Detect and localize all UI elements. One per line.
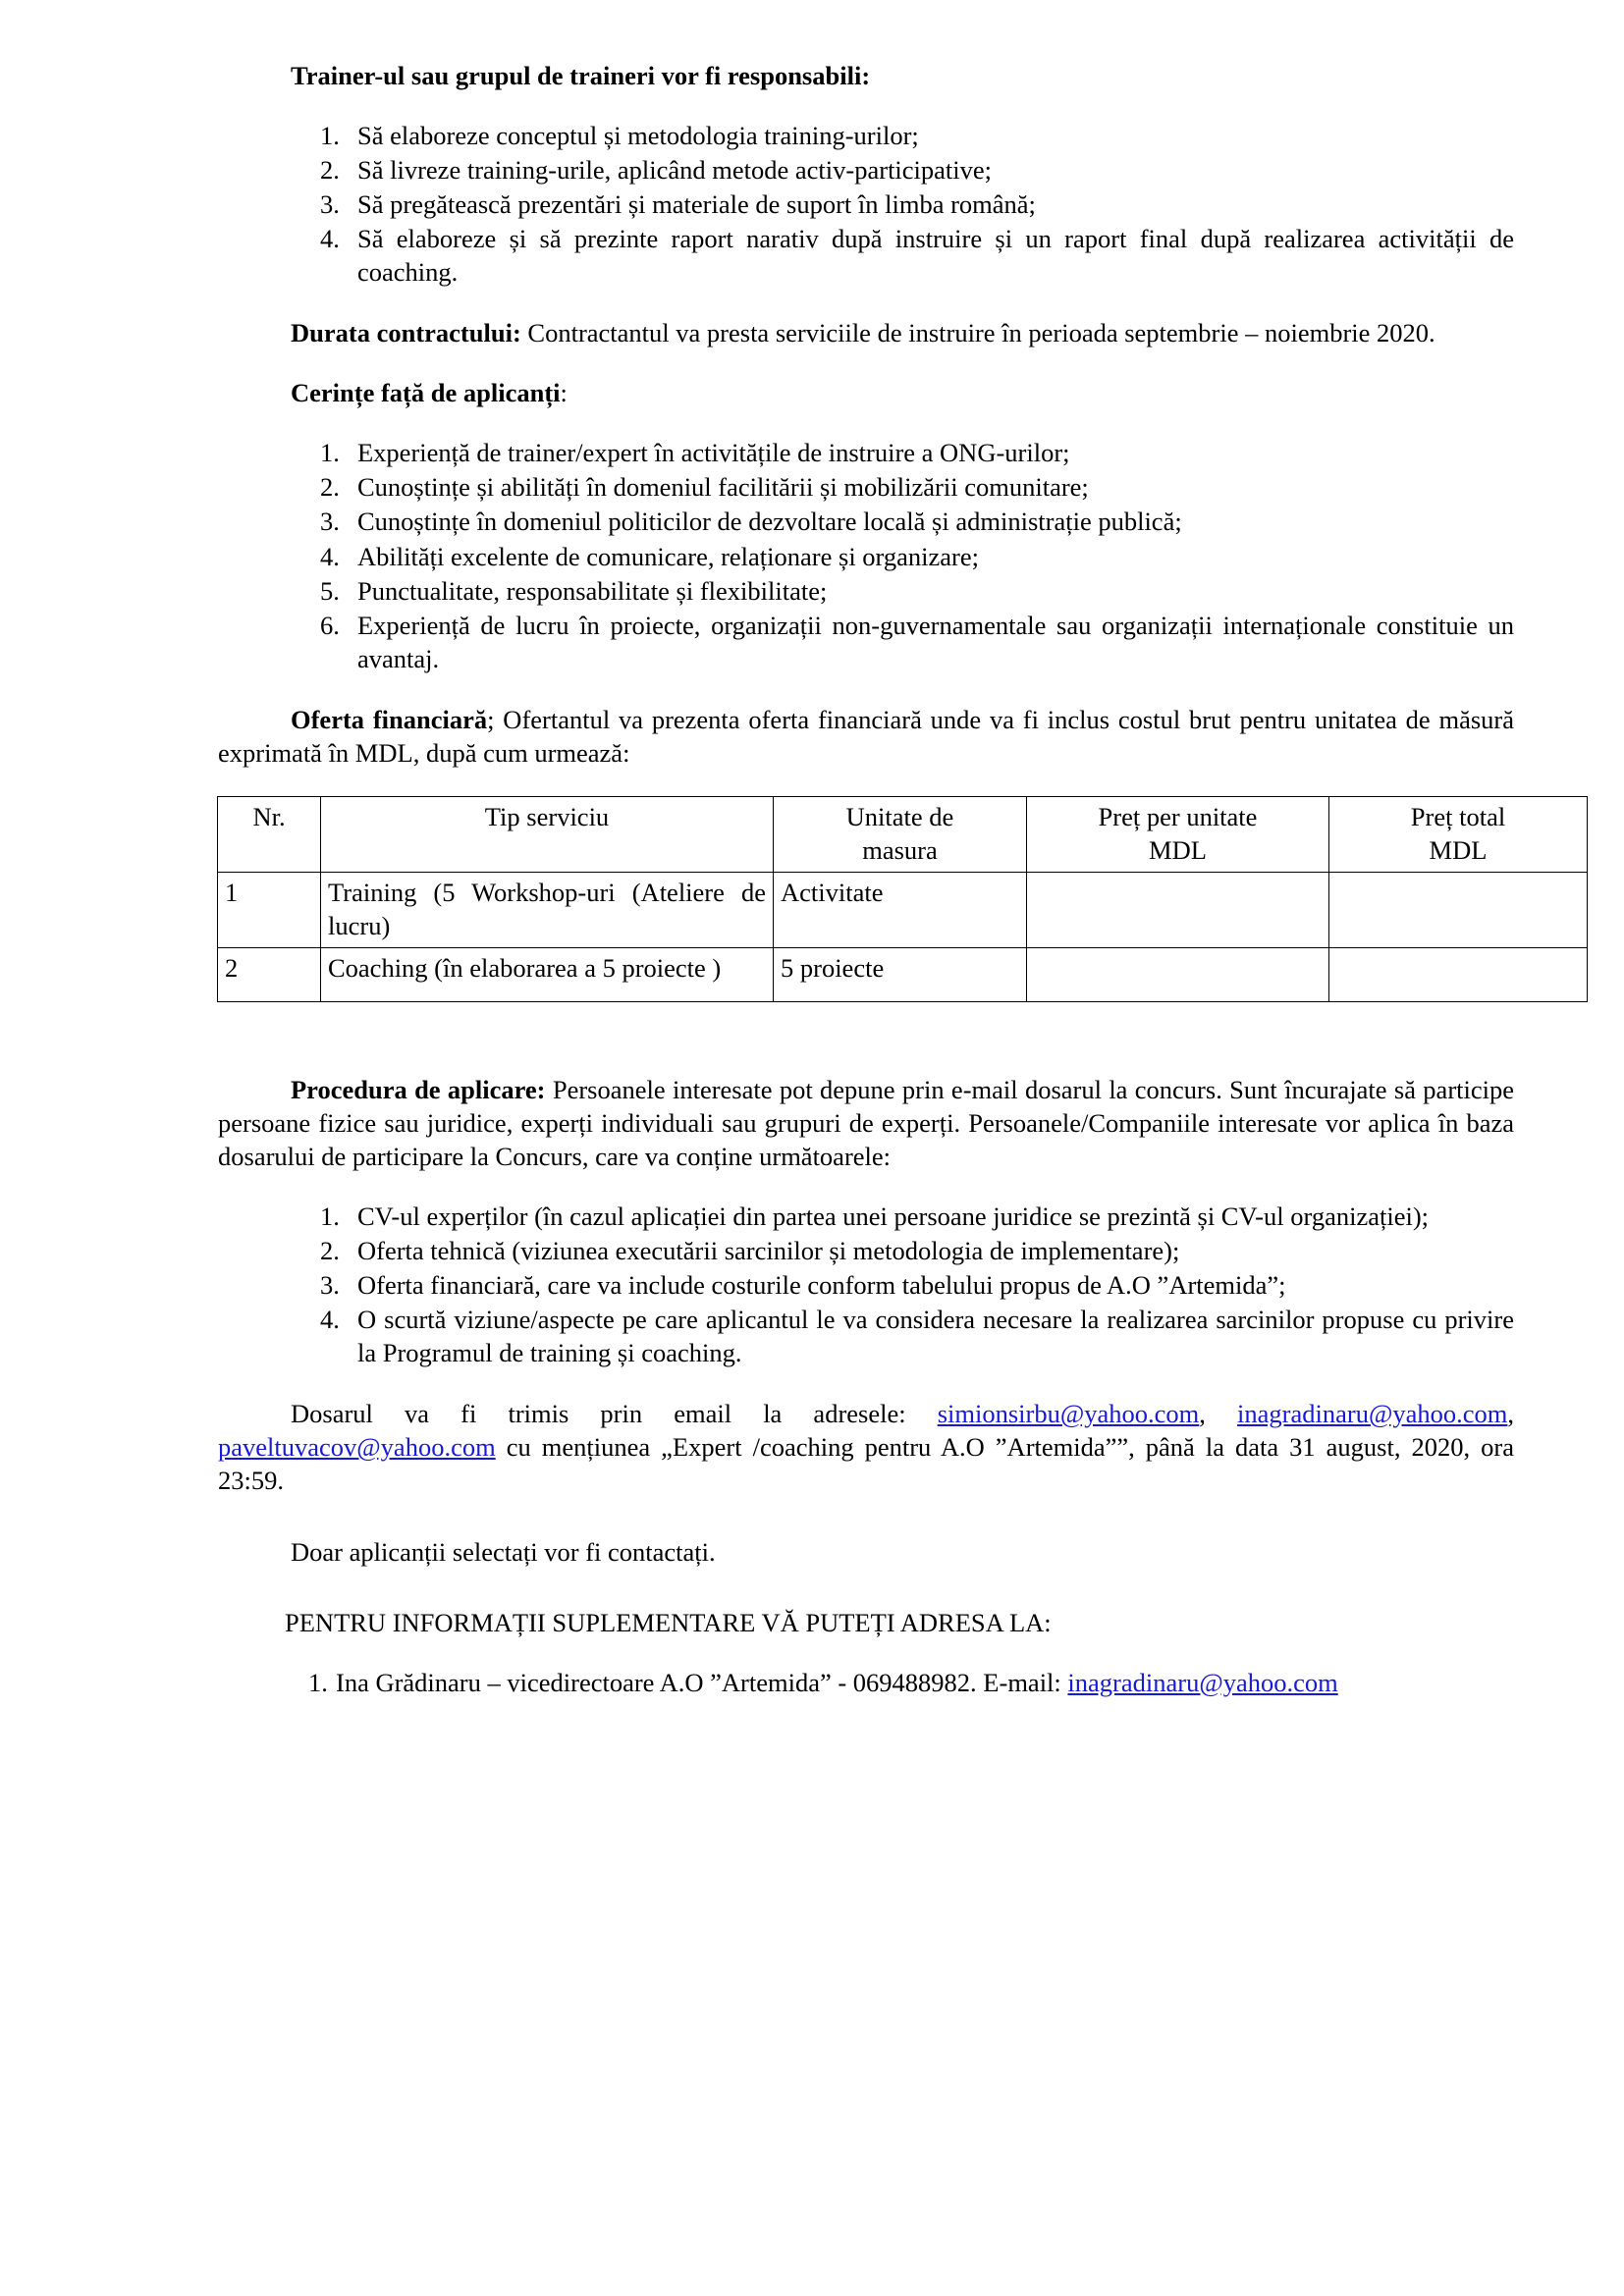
list-item-text: Să pregătească prezentări și materiale de suport în limba română;: [357, 189, 1036, 220]
table-header-row: [218, 796, 1588, 872]
column-header-price-per-unit-line1: Preț per unitate: [1098, 801, 1258, 831]
spacer: [218, 770, 1514, 796]
column-header-unit-line1: Unitate de: [845, 801, 954, 831]
list-item-text: CV-ul experților (în cazul aplicației din partea unei persoane juridice se prezintă și CV-ul organizației);: [357, 1201, 1430, 1232]
list-item-text: Abilități excelente de comunicare, relaționare și organizare;: [357, 541, 979, 571]
list-item: [218, 1200, 1514, 1233]
requirements-heading-colon: :: [560, 378, 568, 408]
email-link-inagradinaru-contact[interactable]: inagradinaru@yahoo.com: [1067, 1667, 1338, 1697]
requirements-heading: [218, 376, 1514, 409]
application-documents-list: [218, 1200, 1514, 1369]
list-item-text: Să livreze training-urile, aplicând metode activ-participative;: [357, 155, 993, 186]
column-header-price-total: [1329, 796, 1588, 872]
list-item: [218, 119, 1514, 152]
contract-duration-label: Durata contractului:: [291, 318, 521, 348]
list-item-text: Experiență de lucru în proiecte, organizații non-guvernamentale sau organizații internaționale constituie un avantaj.: [357, 610, 1514, 673]
list-item-number: 4.: [320, 541, 340, 571]
contract-duration-paragraph: [218, 316, 1514, 349]
application-procedure-label: Procedura de aplicare:: [291, 1074, 546, 1104]
list-item-number: 1.: [320, 1201, 340, 1232]
list-item-text: Experiență de trainer/expert în activitățile de instruire a ONG-urilor;: [357, 438, 1070, 468]
offer-table-head: [218, 796, 1588, 872]
list-item: [218, 470, 1514, 504]
table-row: [218, 872, 1588, 947]
list-item-text: O scurtă viziune/aspecte pe care aplicantul le va considera necesare la realizarea sarcinilor propuse cu privire la Programul de training și coaching.: [357, 1305, 1514, 1368]
list-item: [218, 540, 1514, 573]
list-item-number: 2.: [320, 472, 340, 503]
list-item-number: 3.: [320, 189, 340, 220]
column-header-price-total-line1: Preț total: [1410, 801, 1506, 831]
spacer: [218, 1173, 1514, 1200]
spacer: [218, 92, 1514, 119]
table-row: [218, 947, 1588, 1001]
cell-nr: 2: [218, 947, 321, 1001]
list-item: [218, 574, 1514, 608]
list-item-text: Să elaboreze și să prezinte raport narativ după instruire și un raport final după realizarea activității de coaching.: [357, 224, 1514, 288]
list-item-text: Să elaboreze conceptul și metodologia training-urilor;: [357, 121, 919, 151]
spacer: [218, 349, 1514, 376]
column-header-service: Tip serviciu: [321, 796, 774, 872]
submission-text-after: cu mențiunea „Expert /coaching pentru A.O ”Artemida””, până la data 31 august, 2020, ora 23:59.: [218, 1432, 1514, 1496]
contract-duration-text: Contractantul va presta serviciile de instruire în perioada septembrie – noiembrie 2020.: [520, 318, 1435, 348]
column-header-unit: [774, 796, 1027, 872]
spacer: [218, 1498, 1514, 1535]
list-item-number: 4.: [320, 224, 340, 254]
column-header-price-per-unit: [1027, 796, 1329, 872]
submission-text-before: Dosarul va fi trimis prin email la adresele:: [291, 1399, 938, 1429]
cell-nr: 1: [218, 872, 321, 947]
contact-list: [218, 1666, 1514, 1699]
application-procedure-text: Persoanele interesate pot depune prin e-mail dosarul la concurs. Sunt încurajate să participe persoane fizice sau juridice, experți individuali sau grupuri de experți. Persoanele/Companiile interesate vor aplica în baza dosarului de participare la Concurs, care va conține următoarele:: [218, 1074, 1515, 1172]
financial-offer-text: ; Ofertantul va prezenta oferta financiară unde va fi inclus costul brut pentru unitatea de măsură exprimată în MDL, după cum urmează:: [218, 704, 1514, 768]
list-item-number: 2.: [320, 155, 340, 186]
list-item: [218, 1234, 1514, 1267]
list-item-text: Punctualitate, responsabilitate și flexibilitate;: [357, 575, 828, 606]
list-item-text: Oferta financiară, care va include costurile conform tabelului propus de A.O ”Artemida”;: [357, 1270, 1286, 1301]
cell-price-total[interactable]: [1329, 872, 1588, 947]
list-item-number: 3.: [320, 507, 340, 537]
spacer: [218, 1370, 1514, 1397]
cell-unit: 5 proiecte: [774, 947, 1027, 1001]
column-header-nr: Nr.: [218, 796, 321, 872]
spacer: [218, 1002, 1514, 1073]
cell-service: Coaching (în elaborarea a 5 proiecte ): [321, 947, 774, 1001]
email-link-inagradinaru[interactable]: inagradinaru@yahoo.com: [1237, 1399, 1508, 1429]
spacer: [218, 1569, 1514, 1606]
list-item-number: 3.: [320, 1270, 340, 1301]
list-item: [218, 505, 1514, 538]
list-item: [218, 187, 1514, 221]
list-item: [218, 222, 1514, 289]
requirements-heading-text: Cerințe față de aplicanți: [291, 378, 561, 408]
selection-note-paragraph: Doar aplicanții selectați vor fi contactați.: [291, 1536, 716, 1567]
responsibilities-list: [218, 119, 1514, 289]
offer-table-body: [218, 872, 1588, 1001]
list-item: [218, 1666, 1514, 1699]
list-item-number: 2.: [320, 1236, 340, 1266]
requirements-list: [218, 436, 1514, 674]
financial-offer-label: Oferta financiară: [291, 704, 488, 734]
list-item: [218, 609, 1514, 675]
submission-separator-1: ,: [1199, 1399, 1238, 1429]
list-item-text: Cunoștințe și abilități în domeniul facilitării și mobilizării comunitare;: [357, 472, 1089, 503]
list-item-number: 1.: [308, 1667, 328, 1697]
submission-separator-2: ,: [1507, 1399, 1514, 1429]
column-header-price-per-unit-line2: MDL: [1149, 834, 1207, 865]
list-item-number: 1.: [320, 121, 340, 151]
column-header-price-total-line2: MDL: [1429, 834, 1488, 865]
offer-table: [217, 796, 1588, 1002]
contact-person-text: Ina Grădinaru – vicedirectoare A.O ”Artemida” - 069488982. E-mail:: [336, 1667, 1061, 1697]
spacer: [218, 676, 1514, 703]
responsibilities-heading: Trainer-ul sau grupul de traineri vor fi responsabili:: [291, 61, 871, 90]
list-item-text: Oferta tehnică (viziunea executării sarcinilor și metodologia de implementare);: [357, 1236, 1180, 1266]
list-item-number: 4.: [320, 1305, 340, 1335]
financial-offer-paragraph: [218, 703, 1514, 770]
spacer: [218, 1639, 1514, 1666]
cell-price-total[interactable]: [1329, 947, 1588, 1001]
application-procedure-paragraph: [218, 1073, 1514, 1173]
email-link-paveltuvacov[interactable]: paveltuvacov@yahoo.com: [218, 1432, 496, 1463]
submission-paragraph: [218, 1397, 1514, 1497]
list-item-text: Cunoștințe în domeniul politicilor de dezvoltare locală și administrație publică;: [357, 507, 1182, 537]
list-item: [218, 1303, 1514, 1369]
document-body: [218, 59, 1514, 1699]
list-item: [218, 436, 1514, 469]
list-item-number: 5.: [320, 575, 340, 606]
list-item-number: 1.: [320, 438, 340, 468]
column-header-unit-line2: masura: [862, 834, 938, 865]
list-item: [218, 153, 1514, 187]
cell-price-per-unit[interactable]: [1027, 947, 1329, 1001]
spacer: [218, 409, 1514, 436]
contact-heading: PENTRU INFORMAȚII SUPLEMENTARE VĂ PUTEȚI ADRESA LA:: [285, 1607, 1052, 1637]
spacer: [218, 290, 1514, 316]
cell-unit: Activitate: [774, 872, 1027, 947]
email-link-simionsirbu[interactable]: simionsirbu@yahoo.com: [937, 1399, 1200, 1429]
cell-service: Training (5 Workshop-uri (Ateliere de lucru): [321, 872, 774, 947]
list-item-number: 6.: [320, 610, 340, 640]
list-item: [218, 1268, 1514, 1302]
cell-price-per-unit[interactable]: [1027, 872, 1329, 947]
